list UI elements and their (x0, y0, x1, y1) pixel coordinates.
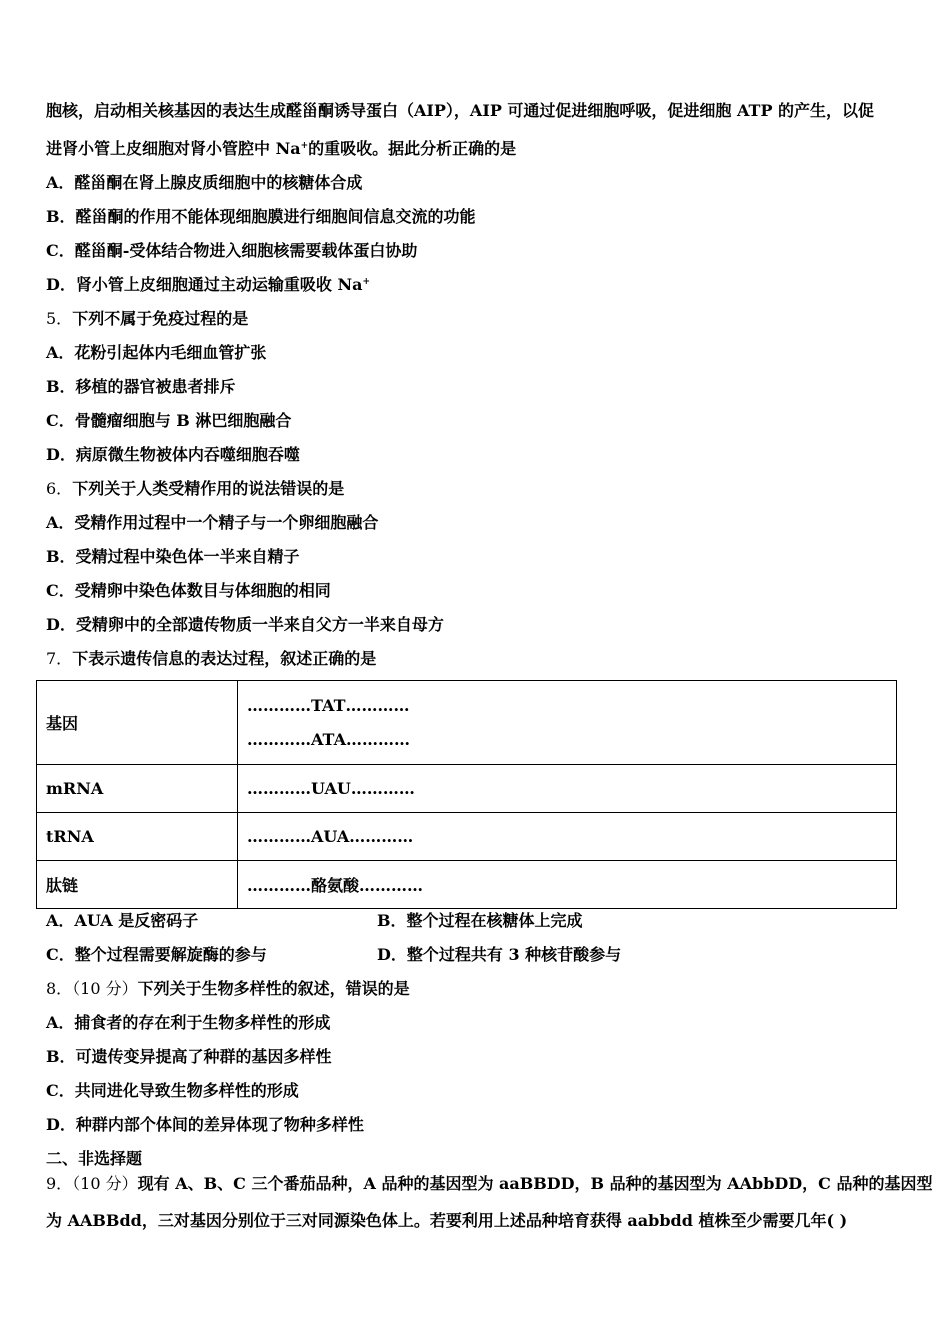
q4-option-a: A．醛甾酮在肾上腺皮质细胞中的核糖体合成 (46, 173, 363, 192)
q9-stem-line1-text: 现有 A、B、C 三个番茄品种，A 品种的基因型为 aaBBDD，B 品种的基因型为 AAbbDD，C 品种的基因型 (137, 1174, 933, 1193)
row-value-trna: …………AUA………… (238, 813, 897, 861)
q4-option-d-text: D．肾小管上皮细胞通过主动运输重吸收 Na (46, 275, 363, 294)
row-values-gene (238, 681, 897, 765)
q5-option-b: B．移植的器官被患者排斥 (46, 377, 236, 396)
q9-stem-line1 (46, 1173, 932, 1195)
table-row (37, 861, 897, 909)
q6-option-d: D．受精卵中的全部遗传物质一半来自父方一半来自母方 (46, 615, 444, 634)
gene-strand-2: …………ATA………… (247, 729, 410, 749)
q5-stem-text: 下列不属于免疫过程的是 (72, 309, 249, 328)
q5-stem (46, 308, 248, 330)
q7-stem-text: 下表示遗传信息的表达过程，叙述正确的是 (72, 649, 377, 668)
row-label-trna: tRNA (37, 813, 238, 861)
q7-option-d: D．整个过程共有 3 种核苷酸参与 (377, 945, 622, 964)
q5-number: 5． (46, 309, 73, 328)
q4-option-b: B．醛甾酮的作用不能体现细胞膜进行细胞间信息交流的功能 (46, 207, 476, 226)
gene-expression-table (36, 680, 897, 909)
q6-option-a: A．受精作用过程中一个精子与一个卵细胞融合 (46, 513, 379, 532)
q6-option-c: C．受精卵中染色体数目与体细胞的相同 (46, 581, 331, 600)
q5-option-a: A．花粉引起体内毛细血管扩张 (46, 343, 267, 362)
q4-stem-line1: 胞核，启动相关核基因的表达生成醛甾酮诱导蛋白（AIP），AIP 可通过促进细胞呼吸，促进细胞 ATP 的产生，以促 (46, 101, 875, 120)
q7-stem (46, 648, 376, 670)
q8-option-d: D．种群内部个体间的差异体现了物种多样性 (46, 1115, 364, 1134)
gene-strand-1: …………TAT………… (247, 695, 410, 715)
section-title: 二、非选择题 (46, 1149, 143, 1168)
q8-option-a: A．捕食者的存在利于生物多样性的形成 (46, 1013, 331, 1032)
q7-number: 7． (46, 649, 73, 668)
q4-option-c: C．醛甾酮-受体结合物进入细胞核需要载体蛋白协助 (46, 241, 418, 260)
q4-stem-line2-a: 进肾小管上皮细胞对肾小管腔中 Na (46, 139, 301, 158)
superscript-plus: + (362, 277, 370, 287)
q8-option-c: C．共同进化导致生物多样性的形成 (46, 1081, 299, 1100)
superscript-plus: + (300, 141, 309, 151)
q6-stem (46, 478, 344, 500)
row-label-gene: 基因 (37, 681, 238, 765)
q9-number: 9．（10 分） (46, 1174, 138, 1193)
row-label-peptide: 肽链 (37, 861, 238, 909)
table-row (37, 765, 897, 813)
q8-stem-text: 下列关于生物多样性的叙述，错误的是 (137, 979, 410, 998)
row-value-peptide: …………酪氨酸………… (238, 861, 897, 909)
q7-option-c: C．整个过程需要解旋酶的参与 (46, 945, 267, 964)
q6-option-b: B．受精过程中染色体一半来自精子 (46, 547, 300, 566)
q8-option-b: B．可遗传变异提高了种群的基因多样性 (46, 1047, 332, 1066)
q5-option-d: D．病原微生物被体内吞噬细胞吞噬 (46, 445, 300, 464)
row-value-mrna: …………UAU………… (238, 765, 897, 813)
q5-option-c: C．骨髓瘤细胞与 B 淋巴细胞融合 (46, 411, 292, 430)
table-row (37, 813, 897, 861)
row-label-mrna: mRNA (37, 765, 238, 813)
q8-stem (46, 978, 410, 1000)
q8-number: 8．（10 分） (46, 979, 138, 998)
q7-option-a: A．AUA 是反密码子 (46, 911, 199, 930)
table-row (37, 681, 897, 765)
q4-option-d (46, 274, 370, 296)
q7-option-b: B．整个过程在核糖体上完成 (377, 911, 583, 930)
q9-stem-line2: 为 AABBdd，三对基因分别位于三对同源染色体上。若要利用上述品种培育获得 aabbdd 植株至少需要几年( ) (46, 1211, 848, 1230)
q4-stem-line2-b: 的重吸收。据此分析正确的是 (308, 139, 517, 158)
q6-number: 6． (46, 479, 73, 498)
q4-stem-line2 (46, 138, 516, 160)
q6-stem-text: 下列关于人类受精作用的说法错误的是 (72, 479, 345, 498)
